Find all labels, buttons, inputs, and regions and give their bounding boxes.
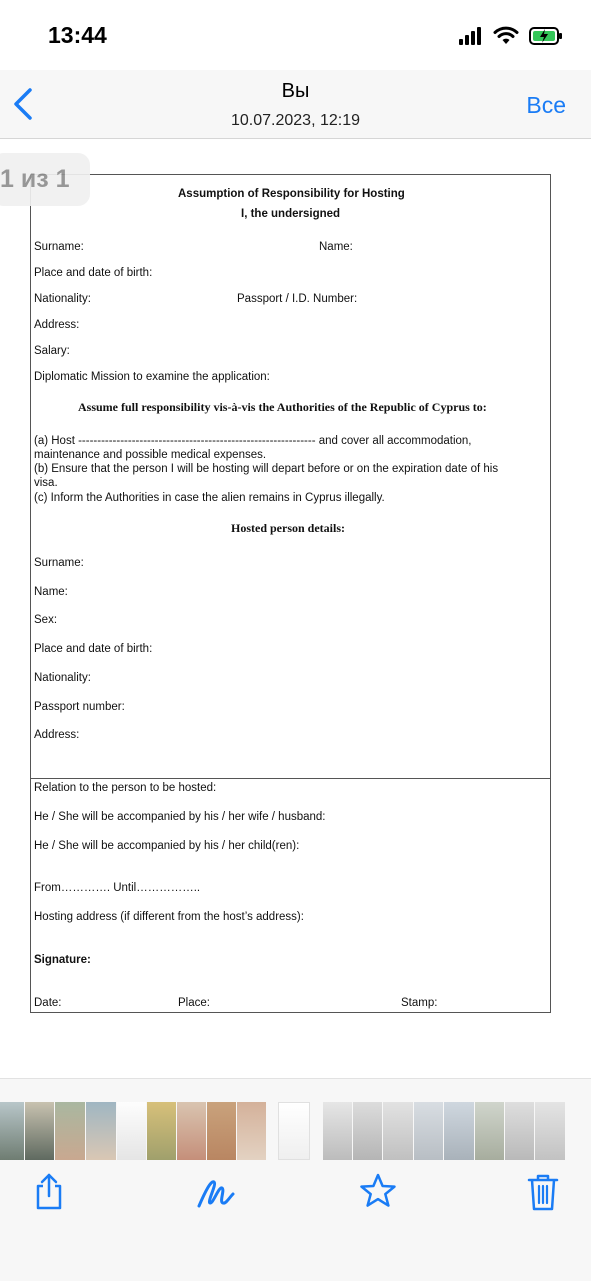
- clause-a-line2: maintenance and possible medical expenses.: [34, 449, 267, 461]
- host-nationality-label: Nationality:: [34, 293, 91, 305]
- thumbnail[interactable]: [237, 1102, 266, 1160]
- clause-a-line1: (a) Host -------------------------------------------------------------- and cover all accommodation,: [34, 435, 472, 447]
- hosting-address-label: Hosting address (if different from the host’s address):: [34, 911, 304, 923]
- host-surname-label: Surname:: [34, 241, 84, 253]
- hosted-nationality-label: Nationality:: [34, 672, 91, 684]
- hosted-address-label: Address:: [34, 729, 80, 741]
- responsibility-heading: Assume full responsibility vis-à-vis the Authorities of the Republic of Cyprus to:: [78, 400, 487, 414]
- hosted-sex-label: Sex:: [34, 614, 58, 626]
- relation-label: Relation to the person to be hosted:: [34, 782, 217, 794]
- clause-b-line1: (b) Ensure that the person I will be hosting will depart before or on the expiration date of his: [34, 463, 499, 475]
- document-subtitle: I, the undersigned: [241, 208, 341, 220]
- thumbnail[interactable]: [177, 1102, 206, 1160]
- document-title: Assumption of Responsibility for Hosting: [178, 188, 405, 200]
- all-photos-button[interactable]: Все: [526, 92, 566, 118]
- hosted-passport-label: Passport number:: [34, 701, 125, 713]
- hosted-name-label: Name:: [34, 586, 68, 598]
- stamp-label: Stamp:: [401, 997, 438, 1009]
- header-subtitle: 10.07.2023, 12:19: [230, 112, 360, 129]
- host-name-label: Name:: [319, 241, 353, 253]
- place-label: Place:: [178, 997, 210, 1009]
- status-bar: [0, 0, 591, 70]
- thumbnail[interactable]: [353, 1102, 382, 1160]
- share-icon[interactable]: [33, 1172, 65, 1212]
- thumbnail[interactable]: [383, 1102, 413, 1160]
- host-passport-label: Passport / I.D. Number:: [237, 293, 358, 305]
- accompanied-children-label: He / She will be accompanied by his / her child(ren):: [34, 840, 300, 852]
- thumbnail[interactable]: [147, 1102, 176, 1160]
- hosted-birth-label: Place and date of birth:: [34, 643, 153, 655]
- trash-icon[interactable]: [527, 1172, 559, 1212]
- page-indicator-text: 1 из 1: [0, 165, 70, 193]
- thumbnail[interactable]: [207, 1102, 236, 1160]
- thumbnail-current[interactable]: [278, 1102, 310, 1160]
- accompanied-spouse-label: He / She will be accompanied by his / her wife / husband:: [34, 811, 326, 823]
- thumbnail[interactable]: [505, 1102, 534, 1160]
- star-icon[interactable]: [359, 1172, 397, 1210]
- status-time: 13:44: [48, 22, 107, 48]
- from-until-label: From…………. Until……………..: [34, 882, 201, 894]
- thumbnail[interactable]: [535, 1102, 565, 1160]
- host-salary-label: Salary:: [34, 345, 70, 357]
- status-icons: [459, 26, 563, 46]
- battery-charging-icon: [529, 26, 563, 46]
- host-address-label: Address:: [34, 319, 80, 331]
- wifi-icon: [493, 26, 519, 46]
- thumbnail[interactable]: [55, 1102, 85, 1160]
- thumbnail-strip[interactable]: [0, 1102, 591, 1160]
- page-indicator: [0, 153, 90, 206]
- cellular-signal-icon: [459, 27, 483, 45]
- thumbnail[interactable]: [414, 1102, 443, 1160]
- markup-icon[interactable]: [195, 1172, 237, 1212]
- thumbnail[interactable]: [475, 1102, 504, 1160]
- clause-b-line2: visa.: [34, 477, 58, 489]
- clause-c: (c) Inform the Authorities in case the alien remains in Cyprus illegally.: [34, 492, 385, 504]
- hosted-surname-label: Surname:: [34, 557, 84, 569]
- thumbnail[interactable]: [444, 1102, 474, 1160]
- hosted-person-heading: Hosted person details:: [231, 521, 345, 535]
- header-title: Вы: [281, 80, 310, 102]
- host-birth-label: Place and date of birth:: [34, 267, 153, 279]
- document-divider: [30, 778, 551, 779]
- thumbnail[interactable]: [323, 1102, 352, 1160]
- date-label: Date:: [34, 997, 62, 1009]
- thumbnail[interactable]: [25, 1102, 54, 1160]
- thumbnail[interactable]: [86, 1102, 116, 1160]
- signature-label: Signature:: [34, 954, 91, 966]
- navigation-header: [0, 70, 591, 139]
- thumbnail[interactable]: [0, 1102, 24, 1160]
- diplomatic-mission-label: Diplomatic Mission to examine the application:: [34, 371, 270, 383]
- thumbnail[interactable]: [117, 1102, 146, 1160]
